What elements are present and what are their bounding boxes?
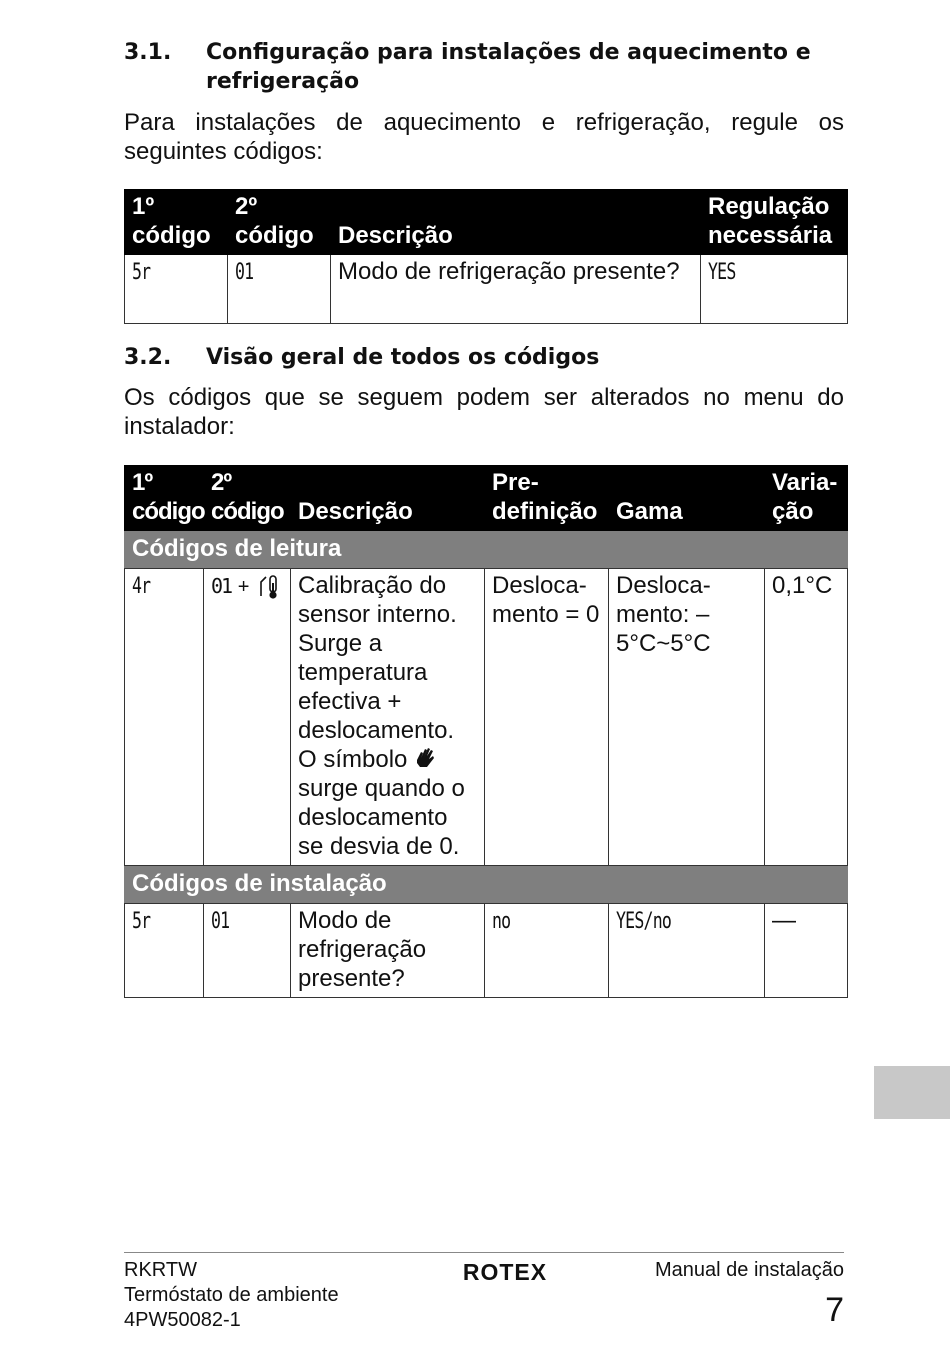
group-row-read-codes [125,531,848,569]
cell-description: Calibração do sensor interno. Surge a temperatura efectiva + deslocamento. O símbolo surge quando o deslocamento se desvia de 0. [291,569,485,866]
header-default: Pre- definição [485,466,609,531]
cell-code2: 01 [228,255,331,324]
thermometer-icon [258,574,280,600]
header-code2: 2º código [204,466,291,531]
header-code1: 1º código [125,466,204,531]
plus-sign: + [237,576,250,598]
table-header-row [125,190,848,255]
cell-default: Desloca- mento = 0 [485,569,609,866]
cell-default: no [485,904,609,998]
cell-setting: YES [701,255,848,324]
cell-description: Modo de refrigeração presente? [331,255,701,324]
cell-range: Desloca- mento: –5°C~5°C [609,569,765,866]
header-step: Varia- ção [765,466,848,531]
section-3-1-paragraph: Para instalações de aquecimento e refrigeração, regule os seguintes códigos: [124,109,844,165]
brand-logo-text: ROTEX [462,1259,548,1285]
rotex-logo [462,1259,548,1285]
section-3-2-paragraph: Os códigos que se seguem podem ser alterados no menu do instalador: [124,384,844,440]
cell-step: 0,1°C [765,569,848,866]
table-row [125,904,848,998]
cell-range: YES/no [609,904,765,998]
cell-description: Modo de refrigeração presente? [291,904,485,998]
header-required-setting: Regulação necessária [701,190,848,255]
section-number: 3.2. [124,345,172,370]
footer-product-info [124,1258,339,1333]
group-label: Códigos de instalação [125,866,848,904]
cell-step: — [765,904,848,998]
footer-model: RKRTW [124,1259,197,1281]
cell-code2: 01 + [204,569,291,866]
hand-icon [414,746,436,770]
all-codes-table [124,465,848,998]
cooling-codes-table [124,189,848,324]
footer-manual-title: Manual de instalação [654,1259,844,1281]
group-label: Códigos de leitura [125,531,848,569]
language-side-tab [874,1066,950,1119]
cell-code2: 01 [204,904,291,998]
table-row [125,255,848,324]
table-header-row [125,466,848,531]
footer-product: Termóstato de ambiente [124,1284,339,1306]
header-code1: 1º código [125,190,228,255]
header-description: Descrição [291,466,485,531]
section-3-2-heading [124,343,844,372]
section-number: 3.1. [124,40,172,65]
page-number: 7 [825,1291,844,1329]
cell-code1: 5r [125,255,228,324]
group-row-install-codes [125,866,848,904]
header-description: Descrição [331,190,701,255]
section-title-line1: Configuração para instalações de aquecimento e [206,40,811,65]
section-title: Visão geral de todos os códigos [206,345,600,370]
header-range: Gama [609,466,765,531]
table-row [125,569,848,866]
footer-doc-code: 4PW50082-1 [124,1309,241,1331]
footer-divider [124,1252,844,1253]
cell-code1: 4r [125,569,204,866]
cell-code1: 5r [125,904,204,998]
section-title-line2: refrigeração [206,69,360,94]
section-3-1-heading [124,38,844,96]
header-code2: 2º código [228,190,331,255]
